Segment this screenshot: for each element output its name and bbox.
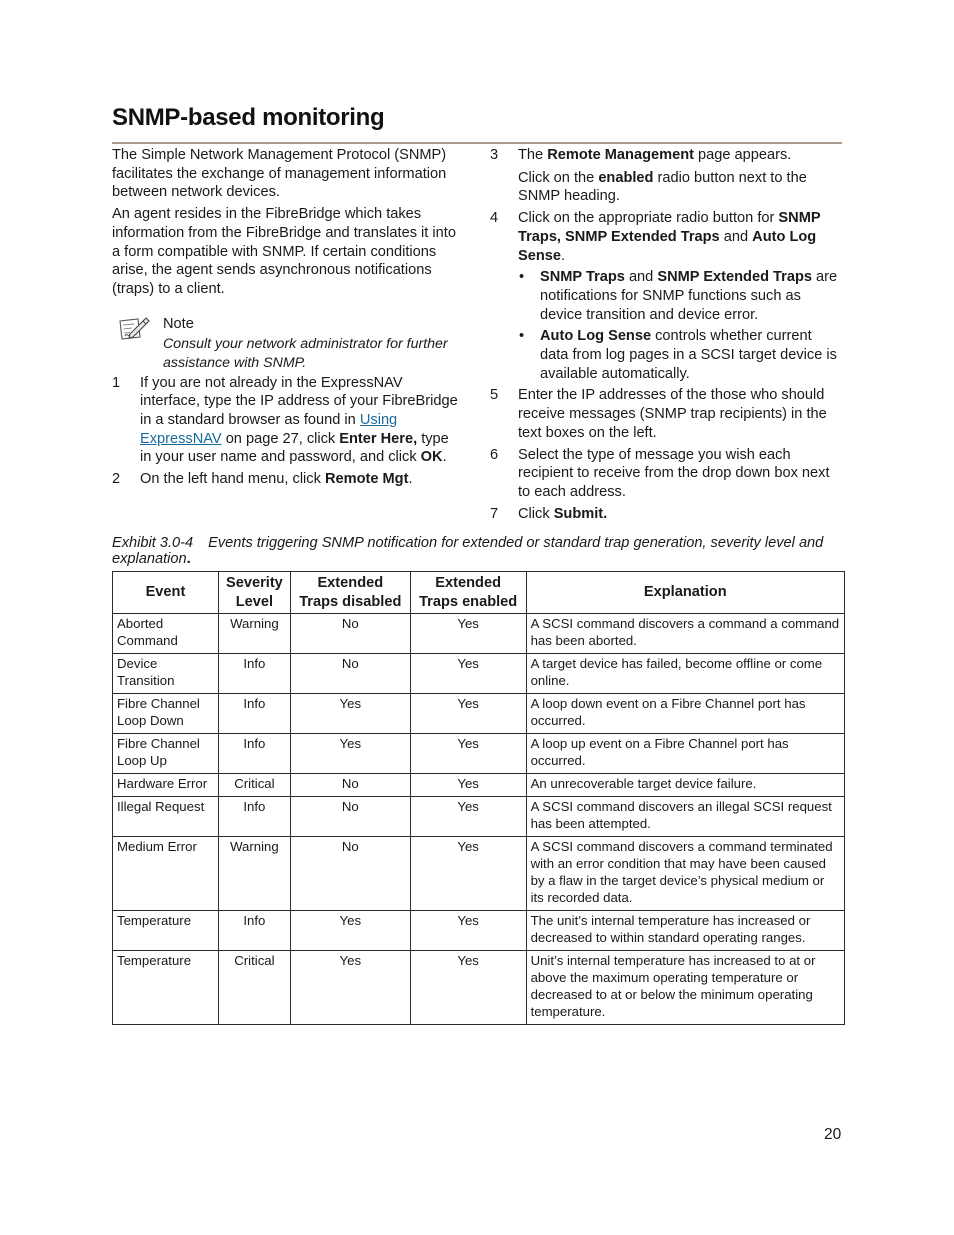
cell-ext-disabled: Yes bbox=[290, 911, 410, 951]
intro-paragraph-1: The Simple Network Management Protocol (SNMP) facilitates the exchange of management information between network devices. bbox=[112, 147, 447, 201]
page-number: 20 bbox=[824, 1126, 842, 1143]
step-5-text: Enter the IP addresses of the those who should receive messages (SNMP trap recipients) in the text boxes on the left. bbox=[518, 387, 827, 441]
step-3-text: The Remote Management page appears. bbox=[518, 147, 792, 163]
cell-explanation: A SCSI command discovers an illegal SCSI request has been attempted. bbox=[526, 797, 844, 837]
left-column bbox=[112, 146, 464, 489]
note-label: Note bbox=[163, 315, 194, 332]
header-extended-enabled: Extended Traps enabled bbox=[410, 572, 526, 614]
cell-event: Fibre Channel Loop Up bbox=[113, 734, 219, 774]
cell-event: Medium Error bbox=[113, 837, 219, 911]
cell-severity: Info bbox=[218, 797, 290, 837]
cell-severity: Warning bbox=[218, 614, 290, 654]
step-4-text: Click on the appropriate radio button for SNMP Traps, SNMP Extended Traps and Auto Log Sense. bbox=[518, 210, 821, 264]
step-number: 4 bbox=[490, 210, 499, 227]
cell-explanation: A loop up event on a Fibre Channel port has occurred. bbox=[526, 734, 844, 774]
step-3 bbox=[490, 146, 842, 206]
cell-ext-enabled: Yes bbox=[410, 694, 526, 734]
cell-explanation: The unit’s internal temperature has increased or decreased to within standard operating ranges. bbox=[526, 911, 844, 951]
cell-ext-enabled: Yes bbox=[410, 774, 526, 797]
cell-severity: Info bbox=[218, 694, 290, 734]
cell-event: Aborted Command bbox=[113, 614, 219, 654]
cell-ext-disabled: Yes bbox=[290, 734, 410, 774]
cell-ext-disabled: Yes bbox=[290, 694, 410, 734]
exhibit-caption bbox=[112, 536, 852, 567]
step-3-subtext: Click on the enabled radio button next to the SNMP heading. bbox=[518, 169, 807, 205]
table-row bbox=[113, 654, 845, 694]
step-1-text: If you are not already in the ExpressNAV interface, type the IP address of your FibreBridge in a standard browser as found in Using ExpressNAV on page 27, click Enter Here, type in your user name and password, and click OK. bbox=[140, 374, 458, 466]
step-number: 1 bbox=[112, 374, 121, 391]
table-row bbox=[113, 774, 845, 797]
step-6-text: Select the type of message you wish each recipient to receive from the drop down box next to each address. bbox=[518, 446, 830, 500]
cell-explanation: A loop down event on a Fibre Channel port has occurred. bbox=[526, 694, 844, 734]
step-1 bbox=[112, 374, 464, 468]
note-text: Consult your network administrator for further assistance with SNMP. bbox=[163, 336, 448, 372]
cell-severity: Critical bbox=[218, 774, 290, 797]
table-row bbox=[113, 837, 845, 911]
note-box bbox=[112, 314, 464, 374]
bullet-auto-log-sense: • Auto Log Sense controls whether current data from log pages in a SCSI target device is available automatically. bbox=[519, 328, 837, 382]
title-rule bbox=[112, 142, 842, 144]
header-explanation: Explanation bbox=[526, 572, 844, 614]
cell-event: Fibre Channel Loop Down bbox=[113, 694, 219, 734]
cell-explanation: An unrecoverable target device failure. bbox=[526, 774, 844, 797]
page-title: SNMP-based monitoring bbox=[112, 104, 385, 131]
cell-event: Temperature bbox=[113, 951, 219, 1025]
note-pencil-icon bbox=[117, 315, 151, 343]
table-row bbox=[113, 951, 845, 1025]
cell-ext-enabled: Yes bbox=[410, 614, 526, 654]
cell-severity: Info bbox=[218, 911, 290, 951]
header-severity: Severity Level bbox=[218, 572, 290, 614]
cell-severity: Critical bbox=[218, 951, 290, 1025]
cell-explanation: A SCSI command discovers a command terminated with an error condition that may have been caused by a flaw in the target device’s physical medium or its recorded data. bbox=[526, 837, 844, 911]
cell-explanation: A target device has failed, become offline or come online. bbox=[526, 654, 844, 694]
step-6 bbox=[490, 446, 842, 502]
cell-event: Device Transition bbox=[113, 654, 219, 694]
cell-severity: Warning bbox=[218, 837, 290, 911]
cell-ext-enabled: Yes bbox=[410, 797, 526, 837]
cell-ext-disabled: No bbox=[290, 614, 410, 654]
step-7-text: Click Submit. bbox=[518, 505, 608, 522]
table-row bbox=[113, 911, 845, 951]
cell-event: Hardware Error bbox=[113, 774, 219, 797]
step-number: 3 bbox=[490, 147, 499, 163]
cell-ext-disabled: No bbox=[290, 774, 410, 797]
exhibit-text: Events triggering SNMP notification for extended or standard trap generation, severity level and explanation bbox=[112, 535, 824, 567]
table-row bbox=[113, 797, 845, 837]
table-row bbox=[113, 614, 845, 654]
cell-severity: Info bbox=[218, 654, 290, 694]
using-expressnav-link[interactable]: Using ExpressNAV bbox=[140, 412, 398, 447]
cell-ext-enabled: Yes bbox=[410, 911, 526, 951]
cell-event: Temperature bbox=[113, 911, 219, 951]
header-event: Event bbox=[113, 572, 219, 614]
exhibit-label: Exhibit 3.0-4 bbox=[112, 535, 194, 551]
cell-ext-disabled: No bbox=[290, 837, 410, 911]
step-number: 5 bbox=[490, 387, 499, 404]
intro-paragraph-2: An agent resides in the FibreBridge which takes information from the FibreBridge and translates it into a form compatible with SNMP. If certain conditions arise, the agent sends asynchronous notifications (traps) to a client. bbox=[112, 206, 456, 297]
cell-ext-enabled: Yes bbox=[410, 951, 526, 1025]
snmp-events-table bbox=[112, 571, 845, 1025]
cell-severity: Info bbox=[218, 734, 290, 774]
step-number: 7 bbox=[490, 505, 499, 522]
table-header-row bbox=[113, 572, 845, 614]
step-number: 6 bbox=[490, 446, 499, 463]
header-extended-disabled: Extended Traps disabled bbox=[290, 572, 410, 614]
cell-explanation: Unit’s internal temperature has increased to at or above the maximum operating temperature or decreased to at or below the minimum operating temperature. bbox=[526, 951, 844, 1025]
step-2 bbox=[112, 470, 464, 489]
cell-explanation: A SCSI command discovers a command a command has been aborted. bbox=[526, 614, 844, 654]
bullet-snmp-traps: • SNMP Traps and SNMP Extended Traps are notifications for SNMP functions such as device transition and device error. bbox=[519, 269, 838, 323]
bullet-dot: • bbox=[519, 328, 525, 345]
cell-ext-enabled: Yes bbox=[410, 734, 526, 774]
table-row bbox=[113, 694, 845, 734]
cell-event: Illegal Request bbox=[113, 797, 219, 837]
step-7 bbox=[490, 505, 842, 524]
cell-ext-disabled: No bbox=[290, 797, 410, 837]
table-row bbox=[113, 734, 845, 774]
bullet-dot: • bbox=[519, 269, 525, 286]
exhibit-end: . bbox=[186, 550, 191, 567]
cell-ext-disabled: No bbox=[290, 654, 410, 694]
step-5 bbox=[490, 386, 842, 442]
cell-ext-enabled: Yes bbox=[410, 837, 526, 911]
cell-ext-disabled: Yes bbox=[290, 951, 410, 1025]
step-4 bbox=[490, 209, 842, 383]
cell-ext-enabled: Yes bbox=[410, 654, 526, 694]
right-column bbox=[490, 146, 842, 523]
step-number: 2 bbox=[112, 471, 121, 488]
step-2-text: On the left hand menu, click Remote Mgt. bbox=[140, 471, 413, 488]
